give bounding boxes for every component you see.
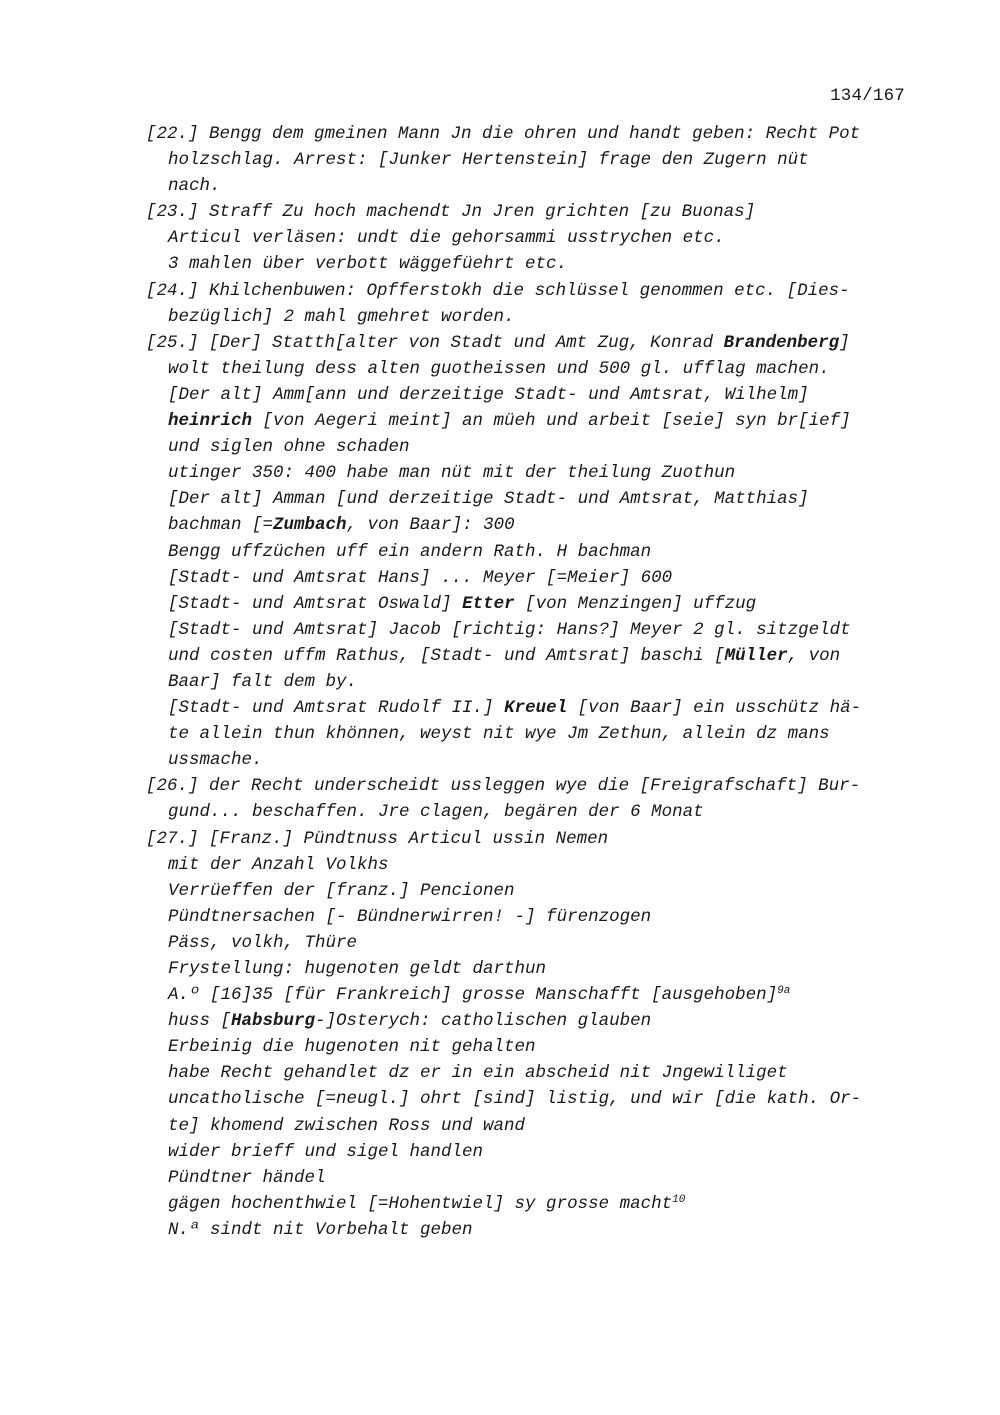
name-highlight: Kreuel xyxy=(504,698,568,719)
text-line xyxy=(146,904,916,930)
text-segment: te allein thun khönnen, weyst nit wye Jm Zethun, allein dz mans xyxy=(168,724,830,745)
text-line xyxy=(146,225,916,251)
text-line xyxy=(146,956,916,982)
text-line xyxy=(146,1008,916,1034)
text-segment: -]Osterych: catholischen glauben xyxy=(315,1011,652,1032)
text-segment: Baar] falt dem by. xyxy=(168,671,358,692)
text-line xyxy=(146,695,916,721)
text-line xyxy=(146,669,916,695)
text-segment: 3 mahlen über verbott wäggefüehrt etc. xyxy=(168,254,568,275)
text-segment: und siglen ohne schaden xyxy=(168,437,410,458)
text-segment: N.ª sindt nit Vorbehalt geben xyxy=(168,1219,473,1240)
text-segment: habe Recht gehandlet dz er in ein abscheid nit Jngewilliget xyxy=(168,1063,788,1084)
text-segment: Articul verläsen: undt die gehorsammi usstrychen etc. xyxy=(168,228,725,249)
text-segment: [23.] Straff Zu hoch machendt Jn Jren grichten [zu Buonas] xyxy=(146,202,756,223)
text-segment: Verrüeffen der [franz.] Pencionen xyxy=(168,880,515,901)
text-segment: mit der Anzahl Volkhs xyxy=(168,854,389,875)
text-segment: A.º [16]35 [für Frankreich] grosse Manschafft [ausgehoben] xyxy=(168,985,778,1006)
text-segment: [von Menzingen] uffzug xyxy=(514,593,757,614)
text-segment: utinger 350: 400 habe man nüt mit der theilung Zuothun xyxy=(168,463,736,484)
text-line xyxy=(146,486,916,512)
text-line xyxy=(146,826,916,852)
text-segment: [27.] [Franz.] Pündtnuss Articul ussin Nemen xyxy=(146,828,609,849)
text-line xyxy=(146,1113,916,1139)
text-segment: gägen hochenthwiel [=Hohentwiel] sy grosse macht xyxy=(168,1193,673,1214)
text-segment: [Der alt] Amm[ann und derzeitige Stadt- und Amtsrat, Wilhelm] xyxy=(168,384,809,405)
footnote-ref: 9a xyxy=(777,985,791,998)
text-segment: , von xyxy=(787,645,841,666)
text-segment: Frystellung: hugenoten geldt darthun xyxy=(168,959,547,979)
text-segment: Päss, volkh, Thüre xyxy=(168,932,358,953)
text-segment: Pündtner händel xyxy=(168,1167,326,1188)
text-segment: [22.] Bengg dem gmeinen Mann Jn die ohren und handt geben: Recht Pot xyxy=(146,124,861,144)
text-line xyxy=(146,408,916,434)
text-line xyxy=(146,304,916,330)
text-line xyxy=(146,982,916,1008)
text-line xyxy=(146,1060,916,1086)
name-highlight: Habsburg xyxy=(231,1011,316,1032)
text-line xyxy=(146,382,916,408)
text-line xyxy=(146,147,916,173)
text-segment: Pündtnersachen [- Bündnerwirren! -] fürenzogen xyxy=(168,906,652,927)
text-segment: [Stadt- und Amtsrat Oswald] xyxy=(168,593,463,614)
page-number: 134/167 xyxy=(830,86,905,106)
text-line xyxy=(146,1086,916,1112)
name-highlight: Müller xyxy=(724,645,788,666)
text-segment: [Der alt] Amman [und derzeitige Stadt- und Amtsrat, Matthias] xyxy=(168,489,809,510)
text-line xyxy=(146,330,916,356)
text-segment: [26.] der Recht underscheidt ussleggen wye die [Freigrafschaft] Bur- xyxy=(146,776,861,797)
text-line xyxy=(146,1165,916,1191)
text-line xyxy=(146,356,916,382)
text-line xyxy=(146,852,916,878)
text-line xyxy=(146,643,916,669)
text-line xyxy=(146,278,916,304)
text-line xyxy=(146,721,916,747)
name-highlight: heinrich xyxy=(168,411,253,432)
text-line xyxy=(146,565,916,591)
text-segment: te] khomend zwischen Ross und wand xyxy=(168,1115,526,1136)
text-line xyxy=(146,1217,916,1243)
text-segment: gund... beschaffen. Jre clagen, begären der 6 Monat xyxy=(168,802,704,823)
text-line xyxy=(146,460,916,486)
name-highlight: Zumbach xyxy=(273,515,347,536)
text-line xyxy=(146,434,916,460)
text-segment: und costen uffm Rathus, [Stadt- und Amtsrat] baschi [ xyxy=(168,645,725,666)
text-line xyxy=(146,591,916,617)
text-line xyxy=(146,539,916,565)
text-segment: huss [ xyxy=(168,1011,232,1032)
text-segment: , von Baar]: 300 xyxy=(346,515,515,536)
text-line xyxy=(146,1191,916,1217)
text-line xyxy=(146,799,916,825)
document-text xyxy=(146,121,916,1243)
text-segment: [von Baar] ein usschütz hä- xyxy=(567,698,862,719)
text-segment: nach. xyxy=(168,176,221,197)
text-segment: [von Aegeri meint] an müeh und arbeit [seie] syn br[ief] xyxy=(252,411,851,432)
text-line xyxy=(146,617,916,643)
text-segment: [24.] Khilchenbuwen: Opfferstokh die schlüssel genommen etc. [Dies- xyxy=(146,280,850,301)
text-segment: wider brieff und sigel handlen xyxy=(168,1141,484,1162)
text-segment: ussmache. xyxy=(168,750,263,771)
text-line xyxy=(146,1139,916,1165)
text-line xyxy=(146,930,916,956)
text-line xyxy=(146,512,916,538)
text-line xyxy=(146,199,916,225)
text-line xyxy=(146,747,916,773)
text-segment: bachman [= xyxy=(168,515,274,536)
name-highlight: Brandenberg xyxy=(723,332,840,353)
text-line xyxy=(146,121,916,147)
text-segment: [Stadt- und Amtsrat] Jacob [richtig: Hans?] Meyer 2 gl. sitzgeldt xyxy=(168,619,851,640)
name-highlight: Etter xyxy=(462,593,515,614)
text-segment: bezüglich] 2 mahl gmehret worden. xyxy=(168,306,515,327)
text-segment: uncatholische [=neugl.] ohrt [sind] listig, und wir [die kath. Or- xyxy=(168,1089,862,1110)
text-segment: Bengg uffzüchen uff ein andern Rath. H bachman xyxy=(168,541,652,562)
text-segment: [25.] [Der] Statth[alter von Stadt und Amt Zug, Konrad xyxy=(146,332,724,353)
text-segment: Erbeinig die hugenoten nit gehalten xyxy=(168,1037,536,1058)
text-line xyxy=(146,773,916,799)
text-segment: [Stadt- und Amtsrat Rudolf II.] xyxy=(168,698,505,719)
text-segment: wolt theilung dess alten guotheissen und 500 gl. ufflag machen. xyxy=(168,358,830,379)
text-segment: [Stadt- und Amtsrat Hans] ... Meyer [=Meier] 600 xyxy=(168,567,673,588)
text-line xyxy=(146,878,916,904)
text-segment: holzschlag. Arrest: [Junker Hertenstein] frage den Zugern nüt xyxy=(168,150,809,171)
text-line xyxy=(146,1034,916,1060)
text-line xyxy=(146,173,916,199)
text-segment: ] xyxy=(839,332,850,353)
text-line xyxy=(146,251,916,277)
footnote-ref: 10 xyxy=(672,1193,686,1206)
